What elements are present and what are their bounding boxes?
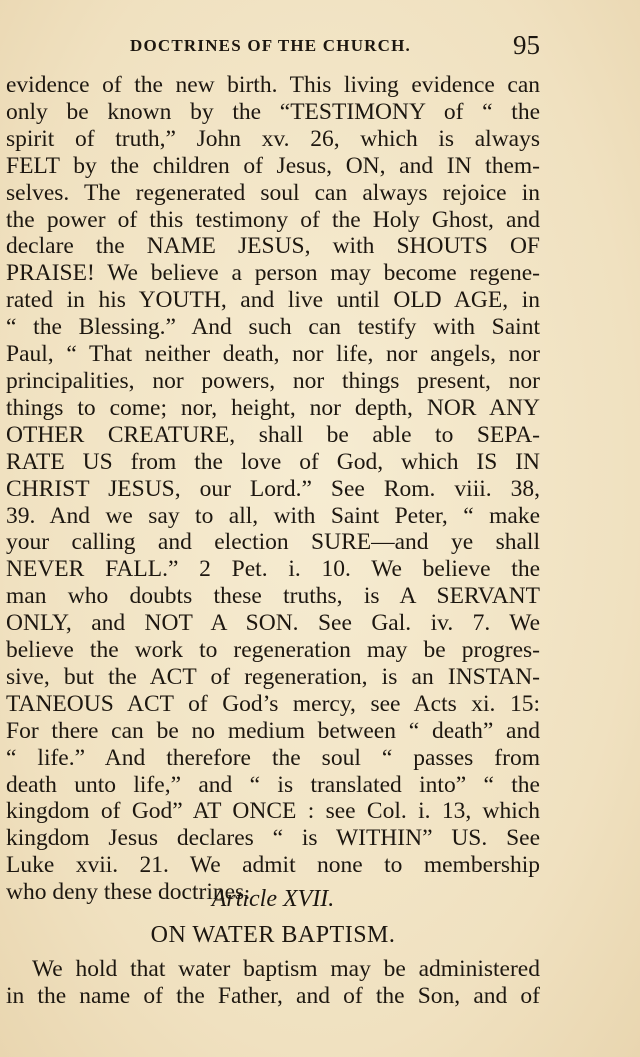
text-line: FELT by the children of Jesus, ON, and IN them- (6, 152, 540, 179)
text-line: rated in his YOUTH, and live until OLD AGE, in (6, 287, 540, 314)
doctrine-paragraph (6, 72, 540, 906)
text-line: spirit of truth,” John xv. 26, which is always (6, 125, 540, 152)
text-line: only be known by the “TESTIMONY of “ the (6, 98, 540, 125)
article-number: Article XVII. (211, 886, 335, 912)
text-line: in the name of the Father, and of the Son, and of (6, 983, 540, 1009)
text-line: principalities, nor powers, nor things present, nor (6, 367, 540, 394)
text-line: PRAISE! We believe a person may become regene- (6, 260, 540, 287)
article-title: ON WATER BAPTISM. (150, 922, 396, 948)
running-title: DOCTRINES OF THE CHURCH. (130, 36, 412, 55)
text-line: declare the NAME JESUS, with SHOUTS OF (6, 233, 540, 260)
text-line: sive, but the ACT of regeneration, is an INSTAN- (6, 663, 540, 690)
article-paragraph (6, 956, 540, 1010)
text-line: who deny these doctrines. (6, 879, 251, 906)
text-line: For there can be no medium between “ death” and (6, 717, 540, 744)
text-line: “ life.” And therefore the soul “ passes from (6, 744, 540, 771)
text-line: Luke xvii. 21. We admit none to membership (6, 852, 540, 879)
text-line: death unto life,” and “ is translated into” “ the (6, 771, 540, 798)
text-line: NEVER FALL.” 2 Pet. i. 10. We believe the (6, 556, 540, 583)
text-line: ONLY, and NOT A SON. See Gal. iv. 7. We (6, 610, 540, 637)
text-line: kingdom of God” AT ONCE : see Col. i. 13, which (6, 798, 540, 825)
text-line: RATE US from the love of God, which IS IN (6, 448, 540, 475)
text-line: Paul, “ That neither death, nor life, nor angels, nor (6, 341, 540, 368)
running-head (0, 30, 640, 62)
text-line: evidence of the new birth. This living evidence can (6, 72, 540, 98)
text-line: 39. And we say to all, with Saint Peter, “ make (6, 502, 540, 529)
text-line: kingdom Jesus declares “ is WITHIN” US. See (6, 825, 540, 852)
page-number: 95 (513, 30, 540, 60)
text-line: things to come; nor, height, nor depth, NOR ANY (6, 394, 540, 421)
text-line: believe the work to regeneration may be progres- (6, 637, 540, 664)
text-line: man who doubts these truths, is A SERVANT (6, 583, 540, 610)
text-line: selves. The regenerated soul can always rejoice in (6, 179, 540, 206)
text-line: your calling and election SURE—and ye shall (6, 529, 540, 556)
text-line: “ the Blessing.” And such can testify with Saint (6, 314, 540, 341)
text-line: the power of this testimony of the Holy Ghost, and (6, 206, 540, 233)
text-line: TANEOUS ACT of God’s mercy, see Acts xi. 15: (6, 690, 540, 717)
text-line: We hold that water baptism may be administered (32, 956, 540, 982)
text-line: CHRIST JESUS, our Lord.” See Rom. viii. 38, (6, 475, 540, 502)
text-line: OTHER CREATURE, shall be able to SEPA- (6, 421, 540, 448)
